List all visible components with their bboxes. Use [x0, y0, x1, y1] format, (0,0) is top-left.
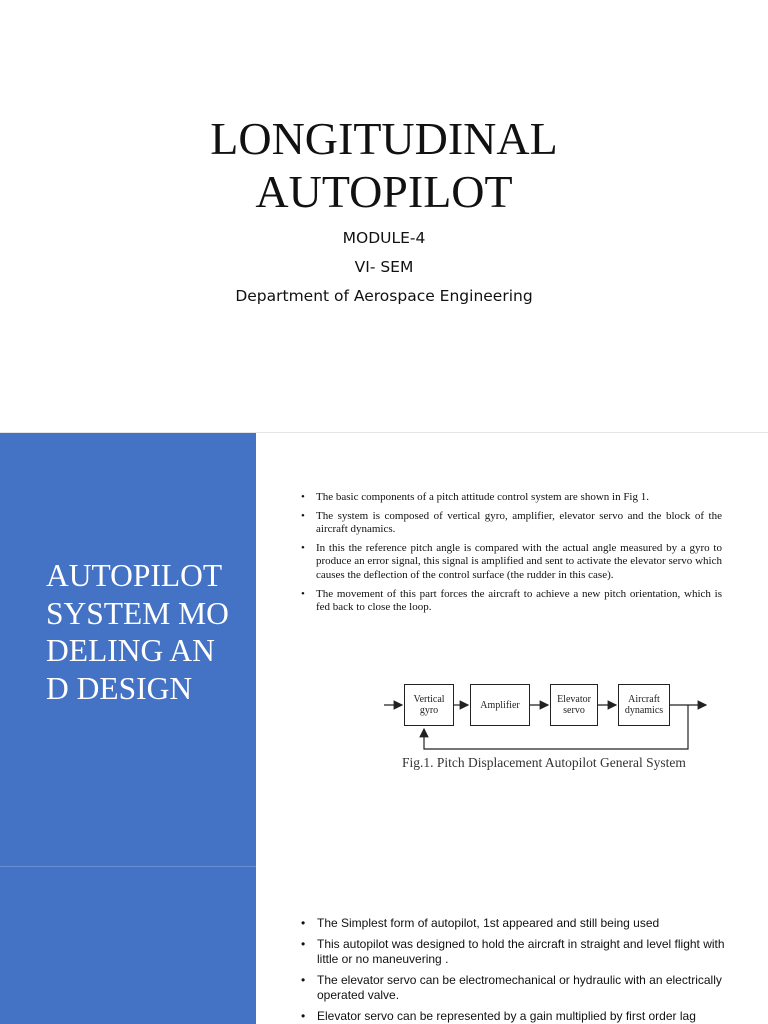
bullet-item: • The basic components of a pitch attitude control system are shown in Fig 1.	[300, 491, 722, 505]
bullet-item: • The system is composed of vertical gyro, amplifier, elevator servo and the block of the aircraft dynamics.	[300, 510, 722, 537]
bullet-list	[300, 916, 730, 1024]
block-label: dynamics	[624, 705, 664, 716]
bullet-item: • This autopilot was designed to hold the aircraft in straight and level flight with little or no maneuvering .	[300, 937, 730, 967]
elevator-servo-block	[550, 684, 598, 726]
block-diagram	[382, 679, 712, 755]
bullet-item: • In this the reference pitch angle is compared with the actual angle measured by a gyro to produce an error signal, this signal is amplified and sent to activate the elevator servo which causes the deflection of the control surface (the rudder in this case).	[300, 542, 722, 583]
module-label: MODULE-4	[342, 229, 426, 247]
bullet-item: • Elevator servo can be represented by a gain multiplied by first order lag	[300, 1009, 730, 1024]
vertical-gyro-block	[404, 684, 454, 726]
figure-caption: Fig.1. Pitch Displacement Autopilot General System	[402, 755, 686, 770]
slide-side-panel	[0, 433, 256, 867]
block-label: Aircraft	[628, 694, 660, 705]
panel-title: AUTOPILOT SYSTEM MODELING AND DESIGN	[46, 558, 229, 706]
title-line-1: LONGITUDINAL	[210, 113, 558, 164]
modeling-slide	[0, 432, 768, 866]
title-slide	[0, 0, 768, 432]
block-label: Amplifier	[480, 699, 520, 711]
block-label: Elevator	[557, 694, 591, 705]
title-line-2: AUTOPILOT	[255, 166, 513, 217]
bullet-item: • The elevator servo can be electromechanical or hydraulic with an electrically operated valve.	[300, 973, 730, 1003]
bullet-list	[300, 491, 722, 620]
block-label: Vertical	[413, 694, 445, 705]
slide-side-panel	[0, 866, 256, 1024]
department-label: Department of Aerospace Engineering	[235, 287, 533, 305]
bullet-item: • The Simplest form of autopilot, 1st appeared and still being used	[300, 916, 730, 931]
bullet-item: • The movement of this part forces the aircraft to achieve a new pitch orientation, which is fed back to close the loop.	[300, 588, 722, 615]
semester-label: VI- SEM	[354, 258, 414, 276]
slide-title	[0, 112, 768, 218]
amplifier-block	[470, 684, 530, 726]
block-label: gyro	[419, 705, 439, 716]
aircraft-dynamics-block	[618, 684, 670, 726]
servo-slide	[0, 866, 768, 1024]
block-label: servo	[563, 705, 585, 716]
